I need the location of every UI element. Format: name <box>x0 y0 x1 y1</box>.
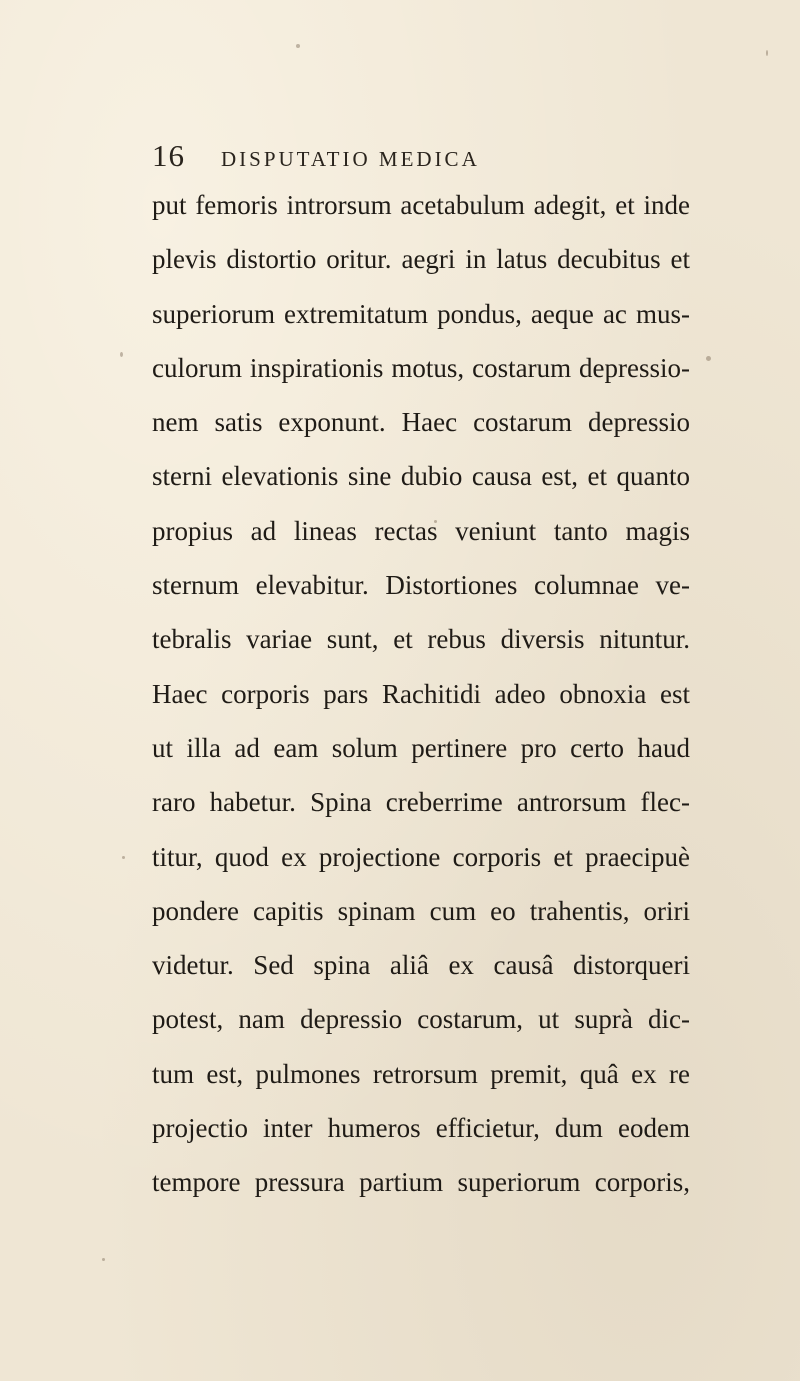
text-line: sternum elevabitur. Distortiones columnae ve- <box>152 570 690 601</box>
text-line: videtur. Sed spina aliâ ex causâ distorqueri <box>152 950 690 981</box>
running-title: DISPUTATIO MEDICA <box>221 147 480 171</box>
text-line: titur, quod ex projectione corporis et praecipuè <box>152 841 690 872</box>
text-line: put femoris introrsum acetabulum adegit, et inde <box>152 190 690 220</box>
paper-speck <box>120 352 123 357</box>
paper-speck <box>122 856 125 859</box>
paper-speck <box>706 356 711 361</box>
text-line: Haec corporis pars Rachitidi adeo obnoxia est <box>152 678 690 709</box>
paper-speck <box>434 520 437 523</box>
text-line: tempore pressura partium superiorum corporis, <box>152 1167 690 1198</box>
text-line: pondere capitis spinam cum eo trahentis, oriri <box>152 895 690 926</box>
text-line: nem satis exponunt. Haec costarum depressio <box>152 407 690 438</box>
text-line: potest, nam depressio costarum, ut suprà dic- <box>152 1004 690 1035</box>
text-line: raro habetur. Spina creberrime antrorsum flec- <box>152 787 690 818</box>
body-text <box>152 178 690 1210</box>
text-line: culorum inspirationis motus, costarum depressio- <box>152 352 690 383</box>
paper-speck <box>766 50 768 56</box>
text-line: sterni elevationis sine dubio causa est, et quanto <box>152 461 690 492</box>
paper-speck <box>296 44 300 48</box>
text-line: ut illa ad eam solum pertinere pro certo haud <box>152 732 690 763</box>
text-line: tum est, pulmones retrorsum premit, quâ ex re <box>152 1058 690 1089</box>
text-line: projectio inter humeros efficietur, dum eodem <box>152 1113 690 1144</box>
text-line: tebralis variae sunt, et rebus diversis nituntur. <box>152 624 690 655</box>
paper-speck <box>102 1258 105 1261</box>
text-line: superiorum extremitatum pondus, aeque ac mus- <box>152 298 690 329</box>
text-line: plevis distortio oritur. aegri in latus decubitus et <box>152 244 690 275</box>
page-number: 16 <box>152 138 185 173</box>
running-header <box>152 138 672 178</box>
text-line: propius ad lineas rectas veniunt tanto magis <box>152 515 690 546</box>
